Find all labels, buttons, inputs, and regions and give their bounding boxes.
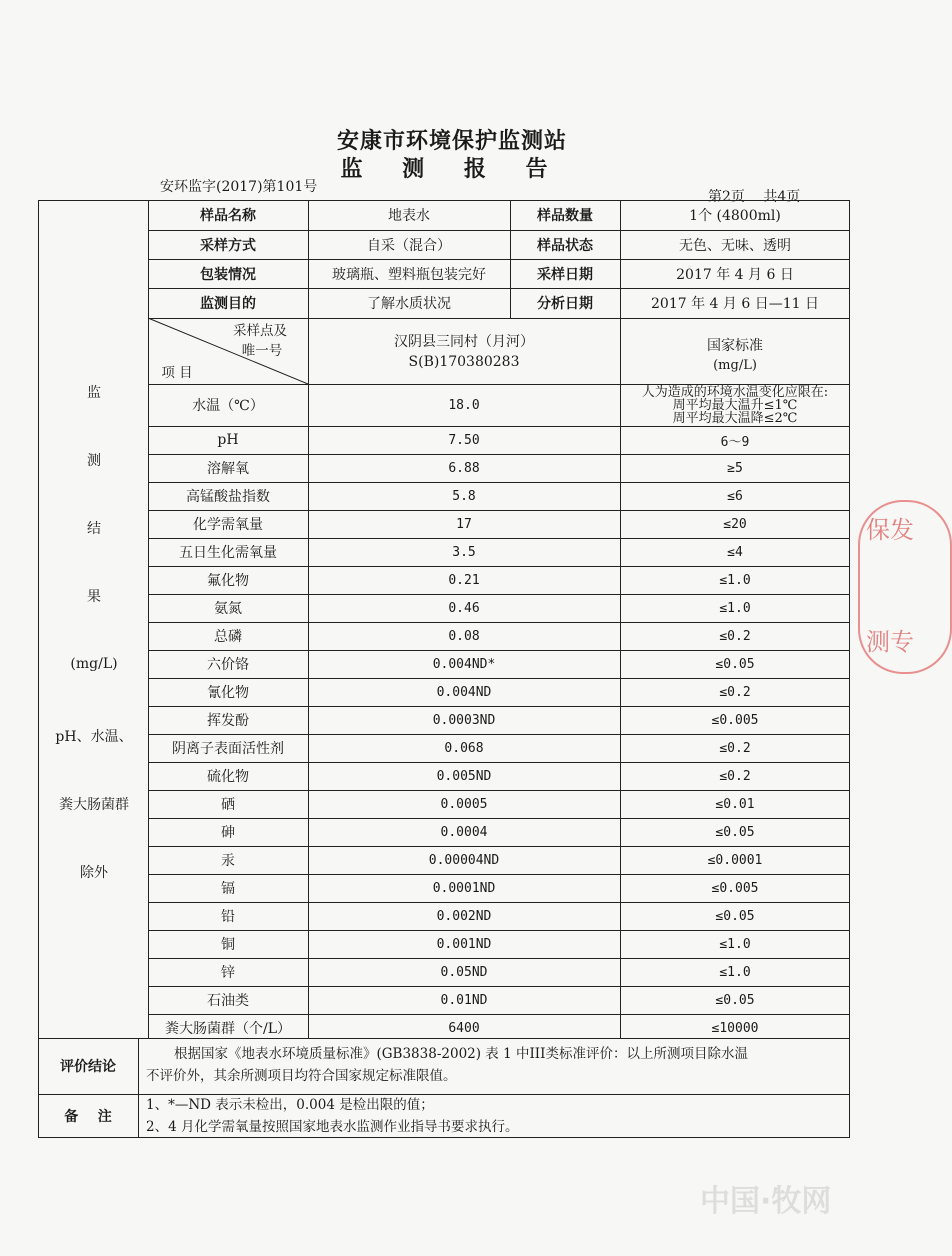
row-item: 化学需氧量 <box>193 517 263 533</box>
sample-date-label: 采样日期 <box>537 266 593 283</box>
row-item: 锌 <box>221 965 235 981</box>
side-label: 测 <box>87 453 101 469</box>
row-value: 0.002ND <box>436 908 492 924</box>
row-standard: ≤0.2 <box>719 628 751 644</box>
row-standard: ≤0.005 <box>711 712 759 728</box>
row-standard: ≤0.005 <box>711 880 759 896</box>
row-standard: ≤6 <box>727 488 743 504</box>
row-value: 0.01ND <box>440 992 488 1008</box>
analysis-date-label: 分析日期 <box>537 296 593 312</box>
standard-title: 国家标准 <box>707 338 763 354</box>
row-item: 砷 <box>221 825 235 841</box>
site-code: S(B)170380283 <box>408 354 520 370</box>
row-item: 铜 <box>221 937 235 953</box>
row-value: 0.05ND <box>440 964 488 980</box>
row-item: 溶解氧 <box>207 461 249 477</box>
analysis-date-value: 2017 年 4 月 6 日—11 日 <box>651 296 819 312</box>
page-number: 第2页 <box>708 189 745 205</box>
row-standard: ≤10000 <box>711 1020 759 1036</box>
row-item: 氨氮 <box>214 601 242 617</box>
row-standard: ≤0.2 <box>719 684 751 700</box>
row-standard: ≤1.0 <box>719 936 751 952</box>
row-item: pH <box>217 432 239 448</box>
row-value: 0.00004ND <box>428 852 500 868</box>
page-total: 共4页 <box>763 189 801 205</box>
conclusion-line-2: 不评价外，其余所测项目均符合国家规定标准限值。 <box>146 1068 457 1084</box>
side-label: 结 <box>87 521 101 537</box>
row-value: 0.0004 <box>440 824 488 840</box>
site-header <box>308 330 620 374</box>
conclusion-line-1: 根据国家《地表水环境质量标准》(GB3838-2002) 表 1 中III类标准评价：以上所测项目除水温 <box>174 1046 748 1062</box>
row-standard: ≥5 <box>727 460 743 476</box>
row-standard: ≤0.2 <box>719 740 751 756</box>
row-item: 镉 <box>221 881 235 897</box>
org-title: 安康市环境保护监测站 <box>336 128 567 154</box>
row-standard: ≤4 <box>727 544 743 560</box>
row-item: 水温（℃） <box>192 398 264 414</box>
side-label: pH、水温、 <box>55 729 133 745</box>
row-value: 0.0003ND <box>432 712 496 728</box>
side-label: 果 <box>87 589 101 605</box>
conclusion-label: 评价结论 <box>60 1059 116 1075</box>
note-line-1: 1、*—ND 表示未检出，0.004 是检出限的值； <box>146 1097 434 1113</box>
notes-text <box>146 1094 846 1138</box>
row-standard: ≤0.01 <box>715 796 755 812</box>
side-label: 监 <box>87 385 101 401</box>
row-value: 0.0005 <box>440 796 488 812</box>
official-seal <box>858 500 952 674</box>
row-standard: ≤1.0 <box>719 964 751 980</box>
row-value: 3.5 <box>452 544 476 560</box>
purpose-label: 监测目的 <box>200 296 256 312</box>
row-item: 氰化物 <box>207 685 249 701</box>
row-value: 0.08 <box>448 628 480 644</box>
row-value: 7.50 <box>448 432 480 448</box>
row-item: 硒 <box>221 797 235 813</box>
row-standard-line: 人为造成的环境水温变化应限在: <box>641 384 829 400</box>
row-standard: ≤0.2 <box>719 768 751 784</box>
package-value: 玻璃瓶、塑料瓶包装完好 <box>332 266 486 283</box>
row-standard: ≤1.0 <box>719 572 751 588</box>
row-value: 6.88 <box>448 460 480 476</box>
row-item: 氟化物 <box>207 573 249 589</box>
row-standard: ≤0.05 <box>715 992 755 1008</box>
sample-name-value: 地表水 <box>388 208 430 224</box>
document-number: 安环监字(2017)第101号 <box>160 179 318 195</box>
site-name: 汉阴县三同村（月河） <box>394 334 534 350</box>
row-item: 总磷 <box>214 629 242 645</box>
state-value: 无色、无味、透明 <box>679 237 791 254</box>
side-label: 除外 <box>80 865 108 881</box>
seal-char: 保 <box>866 516 890 544</box>
row-standard <box>620 384 850 426</box>
standard-unit: (mg/L) <box>713 358 757 373</box>
purpose-value: 了解水质状况 <box>367 296 451 312</box>
row-value: 6400 <box>448 1020 480 1036</box>
row-standard: ≤0.05 <box>715 908 755 924</box>
row-value: 5.8 <box>452 488 476 504</box>
row-item: 铅 <box>221 909 235 925</box>
row-item: 五日生化需氧量 <box>179 545 277 561</box>
row-value: 0.005ND <box>436 768 492 784</box>
row-item: 粪大肠菌群（个/L） <box>164 1021 291 1037</box>
conclusion-text <box>146 1043 846 1087</box>
row-item: 六价铬 <box>207 657 249 673</box>
sample-qty-value: 1个 (4800ml) <box>689 208 781 224</box>
package-label: 包装情况 <box>200 266 256 283</box>
row-standard-line: 周平均最大温升≤1℃ <box>672 397 798 413</box>
side-label: 粪大肠菌群 <box>59 797 129 813</box>
seal-char: 测专 <box>866 628 914 656</box>
point-label-2: 唯一号 <box>241 343 283 359</box>
row-value: 0.004ND* <box>432 656 496 672</box>
row-standard: ≤0.0001 <box>707 852 763 868</box>
point-label-1: 采样点及 <box>233 323 287 339</box>
row-value: 18.0 <box>448 397 480 413</box>
row-standard-line: 周平均最大温降≤2℃ <box>672 410 798 426</box>
row-value: 0.21 <box>448 572 480 588</box>
row-value: 17 <box>456 516 472 532</box>
sample-name-label: 样品名称 <box>200 208 256 224</box>
row-item: 硫化物 <box>207 769 249 785</box>
item-label: 项 目 <box>161 365 193 381</box>
method-label: 采样方式 <box>200 237 256 254</box>
row-standard: 6～9 <box>720 434 750 450</box>
row-value: 0.0001ND <box>432 880 496 896</box>
method-value: 自采（混合） <box>367 237 451 254</box>
row-item: 挥发酚 <box>207 713 249 729</box>
row-value: 0.001ND <box>436 936 492 952</box>
watermark: 中国·牧网 <box>700 1184 832 1219</box>
row-standard: ≤20 <box>723 516 747 532</box>
seal-char: 发 <box>890 516 914 544</box>
row-item: 汞 <box>221 853 235 869</box>
row-standard: ≤0.05 <box>715 824 755 840</box>
standard-header <box>620 334 850 378</box>
side-label: (mg/L) <box>70 656 118 672</box>
sample-qty-label: 样品数量 <box>537 208 593 224</box>
row-item: 高锰酸盐指数 <box>186 489 270 505</box>
row-standard: ≤1.0 <box>719 600 751 616</box>
row-value: 0.46 <box>448 600 480 616</box>
notes-label: 备 注 <box>64 1109 112 1125</box>
row-item: 阴离子表面活性剂 <box>172 741 284 757</box>
row-item: 石油类 <box>207 993 249 1009</box>
report-title: 监 测 报 告 <box>340 156 564 182</box>
note-line-2: 2、4 月化学需氧量按照国家地表水监测作业指导书要求执行。 <box>146 1119 519 1135</box>
row-value: 0.068 <box>444 740 484 756</box>
row-value: 0.004ND <box>436 684 492 700</box>
state-label: 样品状态 <box>537 237 593 254</box>
sample-date-value: 2017 年 4 月 6 日 <box>676 266 794 283</box>
row-standard: ≤0.05 <box>715 656 755 672</box>
